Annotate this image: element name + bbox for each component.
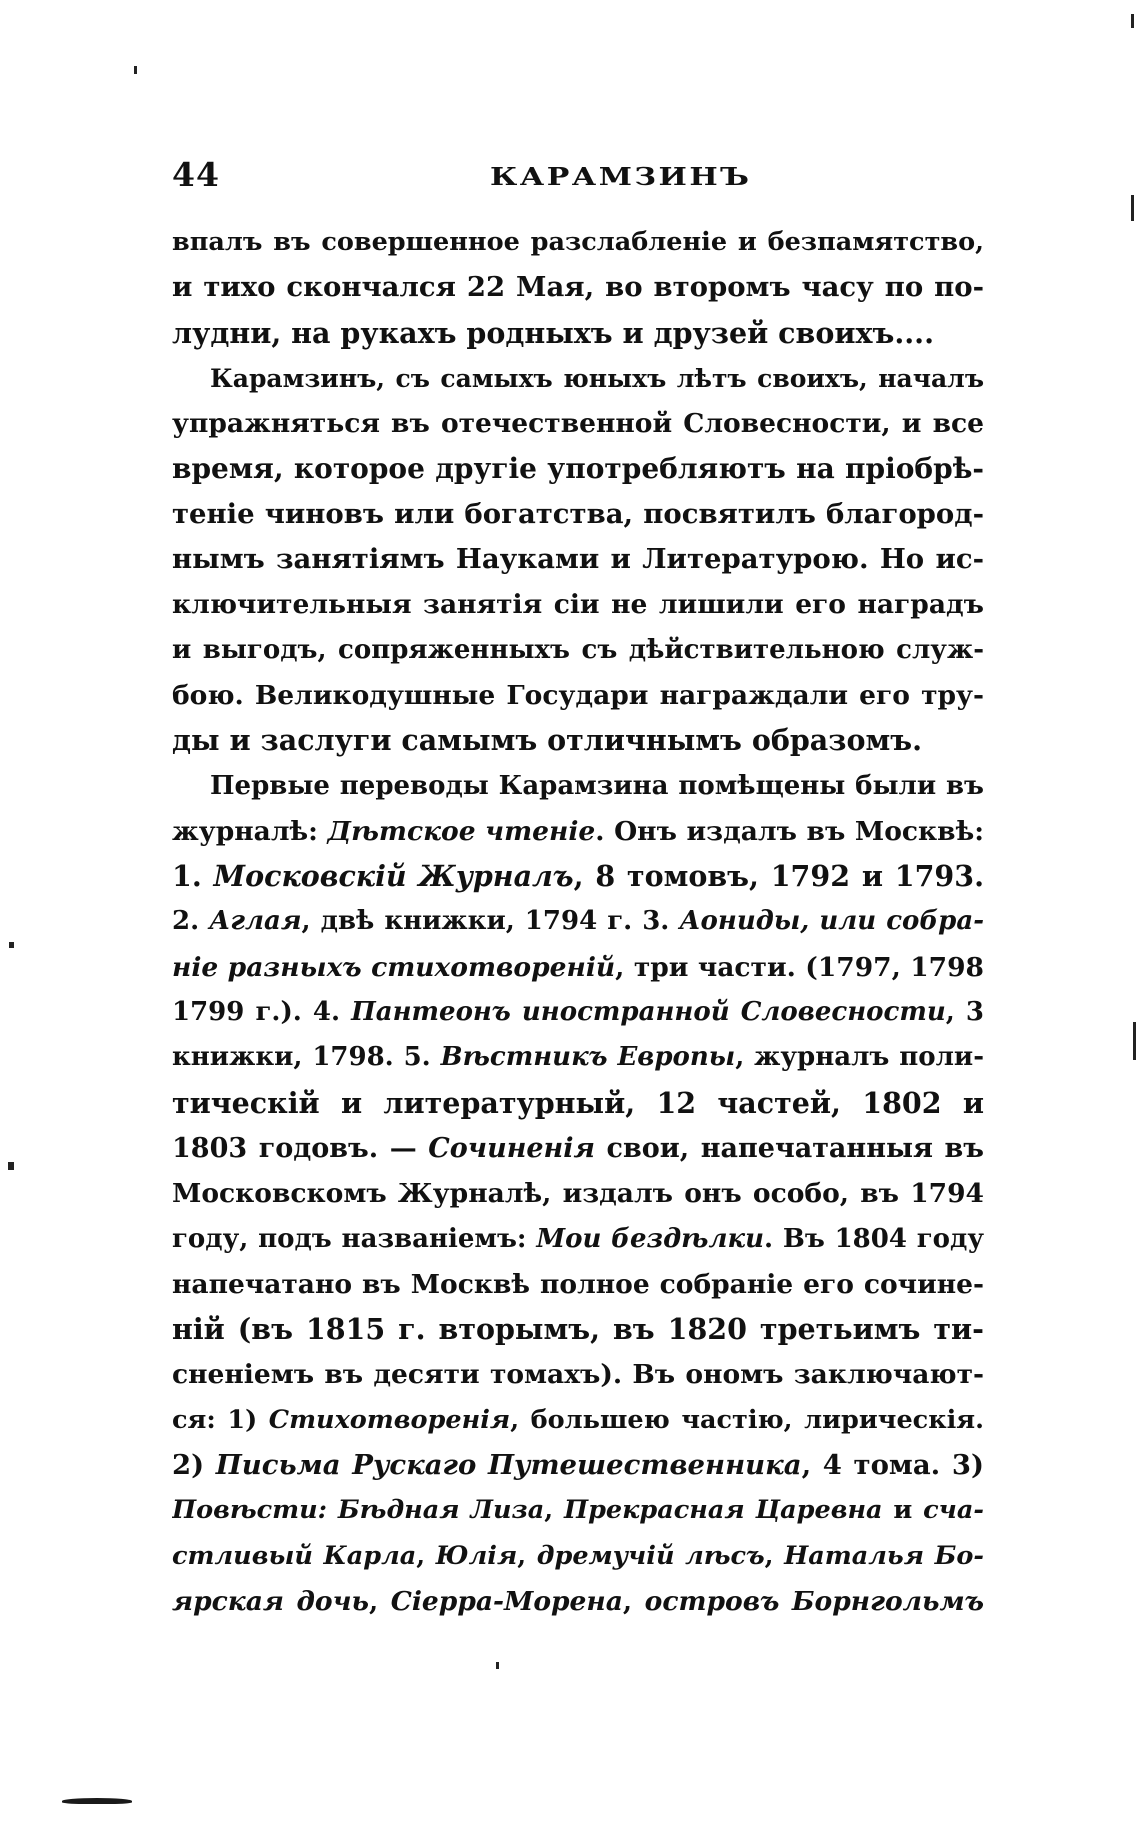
scan-speck — [1133, 1022, 1136, 1060]
scan-speck — [9, 942, 14, 948]
text-segment: Московскомъ Журналѣ, издалъ онъ особо, въ 1794 — [172, 1178, 984, 1210]
text-line — [172, 809, 984, 854]
text-segment: сненіемъ въ десяти томахъ). Въ ономъ заключают- — [172, 1359, 984, 1391]
text-line — [172, 401, 984, 446]
italic-text: Стихотворенія — [268, 1404, 511, 1435]
text-segment: , — [517, 1540, 537, 1571]
text-segment: Первые переводы Карамзина помѣщены были въ — [210, 770, 984, 801]
text-segment: , двѣ книжки, 1794 г. 3. — [301, 906, 680, 937]
text-segment: ній (въ 1815 г. вторымъ, въ 1820 третьимъ ти- — [172, 1312, 984, 1347]
text-line — [172, 1579, 984, 1624]
italic-text: Пантеонъ иностранной Словесности — [351, 997, 946, 1028]
text-line — [172, 1081, 984, 1126]
italic-text: Аглая — [209, 906, 302, 937]
italic-text: дремучій лѣсъ — [536, 1540, 765, 1571]
text-line — [172, 537, 984, 582]
text-segment: , — [764, 1540, 785, 1571]
italic-text: Юлія — [435, 1540, 518, 1571]
text-line — [172, 854, 984, 899]
text-segment: , — [622, 1585, 645, 1617]
body-text — [172, 220, 984, 1624]
italic-text: Прекрасная Царевна — [564, 1495, 883, 1526]
text-line — [172, 764, 984, 809]
page-header — [172, 155, 984, 203]
text-line — [172, 1171, 984, 1216]
text-line — [172, 356, 984, 401]
text-line — [172, 1534, 984, 1579]
footer-ornament — [62, 1798, 132, 1804]
text-segment: , три части. (1797, 1798 — [615, 951, 984, 983]
text-segment: ся: 1) — [172, 1404, 269, 1435]
text-line — [172, 945, 984, 990]
text-segment: 1803 годовъ. — — [172, 1132, 429, 1164]
text-segment: . Въ 1804 году — [763, 1223, 984, 1254]
page-number: 44 — [172, 155, 220, 194]
italic-text: островъ Борнгольмъ — [644, 1585, 984, 1617]
italic-text: Письма Рускаго Путешественника — [215, 1449, 802, 1482]
text-line — [172, 1126, 984, 1171]
text-segment: и тихо скончался 22 Мая, во второмъ часу по по- — [172, 271, 984, 304]
italic-text: Московскій Журналъ — [213, 859, 574, 894]
text-line — [172, 1307, 984, 1352]
text-segment: Карамзинъ, съ самыхъ юныхъ лѣтъ своихъ, началъ — [210, 363, 984, 393]
text-segment: напечатано въ Москвѣ полное собраніе его сочине- — [172, 1268, 984, 1300]
text-line — [172, 1488, 984, 1533]
italic-text: ніе разныхъ стихотвореній — [172, 951, 616, 983]
scan-speck — [1131, 14, 1134, 28]
scan-speck — [496, 1662, 499, 1669]
text-line — [172, 990, 984, 1035]
text-line — [172, 446, 984, 491]
text-segment: бою. Великодушные Государи награждали его тру- — [172, 679, 984, 711]
text-segment: и выгодъ, сопряженныхъ съ дѣйствительною служ- — [172, 634, 984, 665]
italic-text: стливый Карла — [172, 1540, 417, 1571]
text-segment: , 3 — [945, 997, 984, 1028]
text-segment: . Онъ издалъ въ Москвѣ: — [595, 815, 984, 847]
text-line — [172, 1262, 984, 1307]
text-line — [172, 582, 984, 627]
text-segment: , 8 томовъ, 1792 и 1793. — [573, 859, 984, 894]
italic-text: Мои бездѣлки — [536, 1223, 764, 1254]
italic-text: Сіерра-Морена — [390, 1585, 623, 1617]
text-segment: свои, напечатанныя въ — [595, 1132, 984, 1164]
text-line — [172, 220, 984, 265]
italic-text: Аониды, или собра- — [679, 906, 984, 937]
text-segment: , — [416, 1540, 436, 1571]
text-segment: и — [882, 1495, 924, 1526]
text-segment: году, подъ названіемъ: — [172, 1223, 537, 1254]
text-segment: , — [369, 1585, 391, 1617]
scan-speck — [134, 66, 137, 74]
text-segment: , большею частію, лирическія. — [510, 1404, 984, 1435]
italic-text: Вѣстникъ Европы — [440, 1042, 736, 1073]
text-segment: , — [544, 1495, 564, 1526]
text-segment: лудни, на рукахъ родныхъ и друзей своихъ.... — [172, 315, 935, 350]
text-line — [172, 1035, 984, 1080]
text-segment: , журналъ поли- — [735, 1042, 984, 1073]
italic-text: ярская дочь — [172, 1585, 370, 1617]
italic-text: Наталья Бо- — [784, 1540, 984, 1571]
text-line — [172, 1398, 984, 1443]
scan-speck — [8, 1162, 14, 1170]
text-segment: , 4 тома. 3) — [801, 1449, 984, 1482]
text-line — [172, 899, 984, 944]
text-segment: тическій и литературный, 12 частей, 1802 и — [172, 1085, 984, 1120]
text-segment: ключительныя занятія сіи не лишили его наградъ — [172, 589, 984, 621]
text-line — [172, 265, 984, 310]
text-segment: впалъ въ совершенное разслабленіе и безпамятство, — [172, 227, 984, 257]
text-line — [172, 1443, 984, 1488]
italic-text: Дѣтское чтеніе — [327, 815, 596, 847]
text-line — [172, 1352, 984, 1397]
text-line — [172, 718, 984, 763]
text-line — [172, 673, 984, 718]
text-segment: журналѣ: — [172, 815, 328, 847]
italic-text: Повѣсти: Бѣдная Лиза — [172, 1495, 545, 1526]
text-segment: книжки, 1798. 5. — [172, 1042, 441, 1073]
scan-speck — [1131, 195, 1134, 221]
text-segment: теніе чиновъ или богатства, посвятилъ благород- — [172, 497, 984, 530]
text-segment: упражняться въ отечественной Словесности, и все — [172, 408, 984, 440]
text-segment: 1799 г.). 4. — [172, 997, 352, 1028]
text-line — [172, 1217, 984, 1262]
text-segment: 1. — [172, 859, 214, 894]
text-segment: время, которое другіе употребляютъ на пріобрѣ- — [172, 452, 984, 486]
text-line — [172, 628, 984, 673]
text-segment: нымъ занятіямъ Науками и Литературою. Но ис- — [172, 543, 984, 576]
text-segment: 2) — [172, 1449, 216, 1482]
italic-text: Сочиненія — [428, 1132, 595, 1164]
text-segment: ды и заслуги самымъ отличнымъ образомъ. — [172, 723, 922, 758]
italic-text: сча- — [923, 1495, 984, 1526]
running-head: КАРАМЗИНЪ — [490, 162, 752, 191]
text-segment: 2. — [172, 906, 210, 937]
text-line — [172, 311, 984, 356]
text-line — [172, 492, 984, 537]
